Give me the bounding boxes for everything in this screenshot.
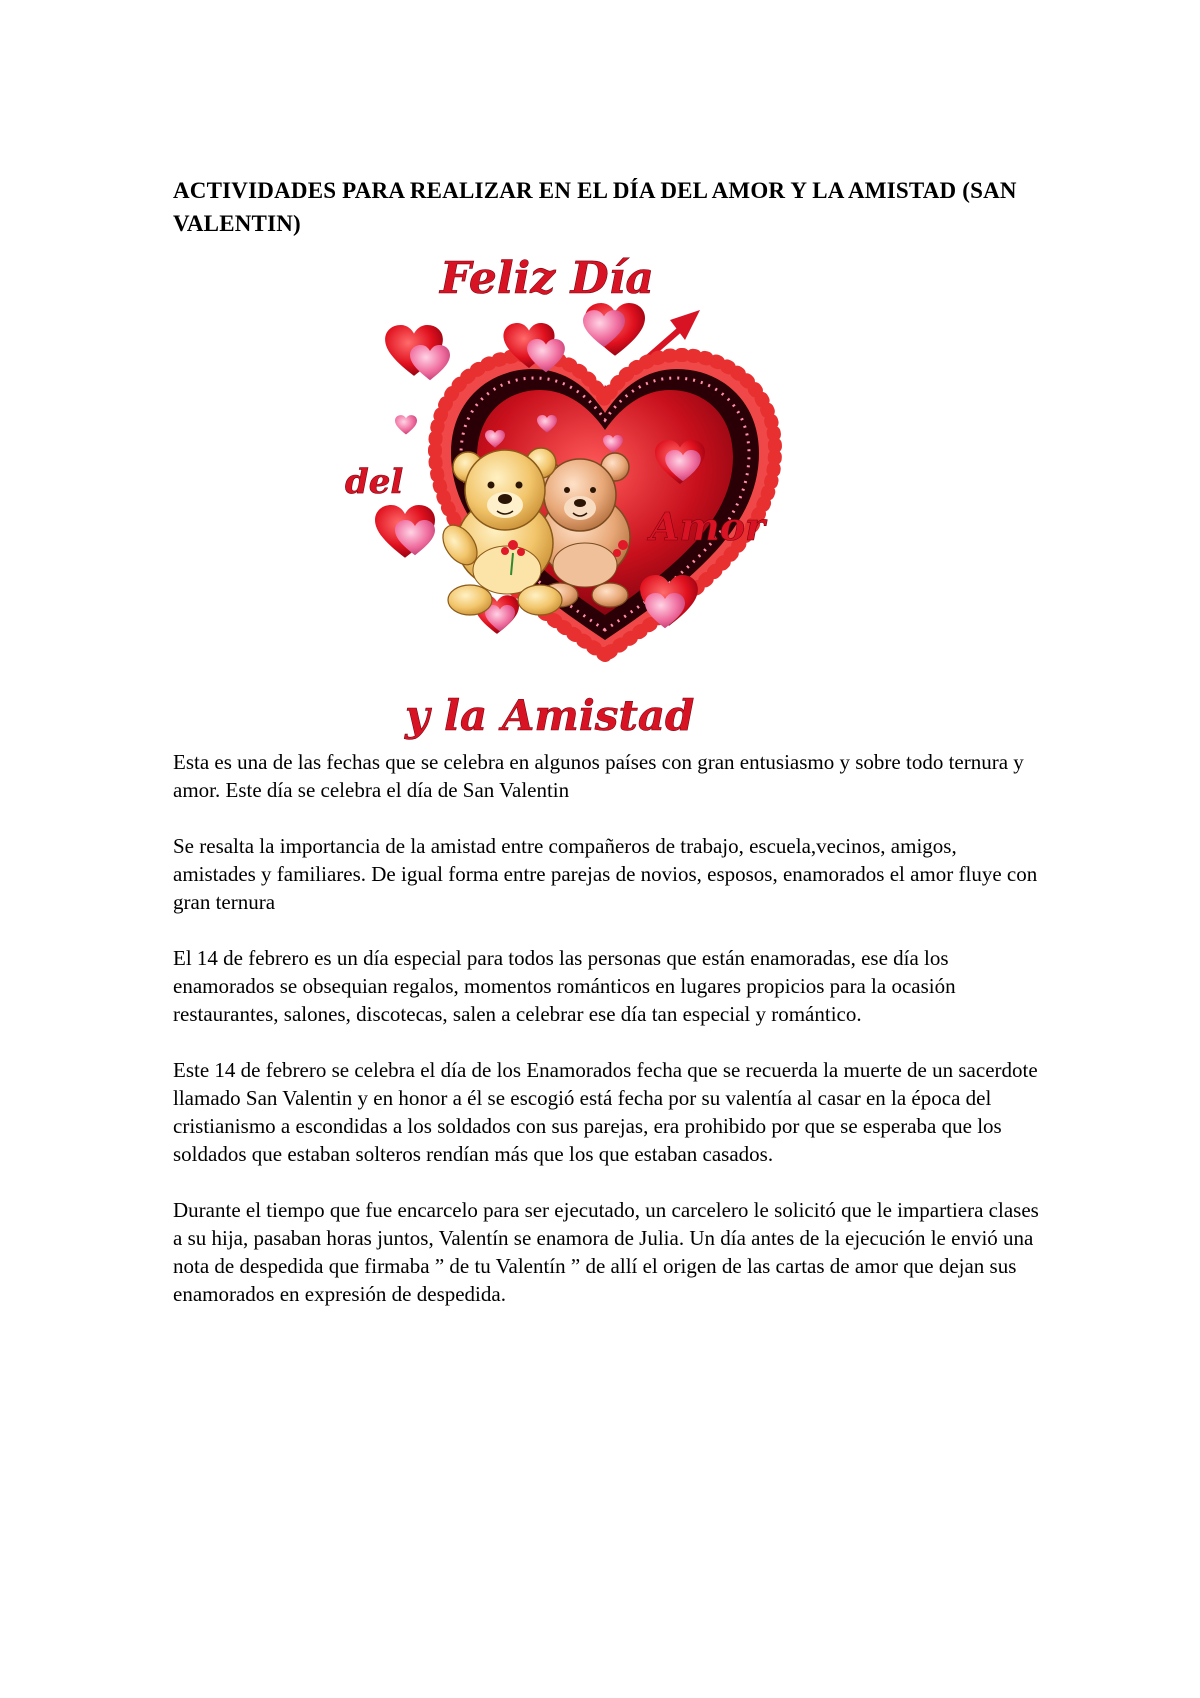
paragraph: Se resalta la importancia de la amistad entre compañeros de trabajo, escuela,vecinos, amigos, amistades y familiares. De igual forma entre parejas de novios, esposos, enamorados el amor fluye con gran ternura (173, 834, 1038, 914)
paragraph: El 14 de febrero es un día especial para todos las personas que están enamoradas, ese día los enamorados se obsequian regalos, momentos románticos en lugares propicios para la ocasión restaurantes, salones, discotecas, salen a celebrar ese día tan especial y romántico. (173, 946, 956, 1026)
valentine-illustration (345, 245, 855, 745)
paragraph: Durante el tiempo que fue encarcelo para ser ejecutado, un carcelero le solicitó que le impartiera clases a su hija, pasaban horas juntos, Valentín se enamora de Julia. Un día antes de la ejecución le envió una nota de despedida que firmaba ” de tu Valentín ” de allí el origen de las cartas de amor que dejan sus enamorados en expresión de despedida. (173, 1198, 1039, 1306)
document-title: ACTIVIDADES PARA REALIZAR EN EL DÍA DEL AMOR Y LA AMISTAD (SAN VALENTIN) (173, 178, 1017, 236)
document-body (173, 748, 1043, 1336)
heart-icon (395, 415, 417, 434)
paragraph: Este 14 de febrero se celebra el día de los Enamorados fecha que se recuerda la muerte de un sacerdote llamado San Valentin y en honor a él se escogió está fecha por su valentía al casar en la época del cristianismo a escondidas a los soldados con sus parejas, era prohibido por que se esperaba que los soldados que estaban solteros rendían más que los que estaban casados. (173, 1058, 1038, 1166)
illustration-line1: Feliz Día (440, 253, 654, 304)
teddy-bears-icon (436, 448, 630, 615)
illustration-line4: y la Amistad (405, 691, 695, 740)
valentine-artwork (345, 245, 855, 745)
illustration-line3: Amor (650, 504, 766, 549)
illustration-line2: del (345, 462, 404, 502)
paragraph: Esta es una de las fechas que se celebra en algunos países con gran entusiasmo y sobre todo ternura y amor. Este día se celebra el día de San Valentin (173, 750, 1024, 802)
